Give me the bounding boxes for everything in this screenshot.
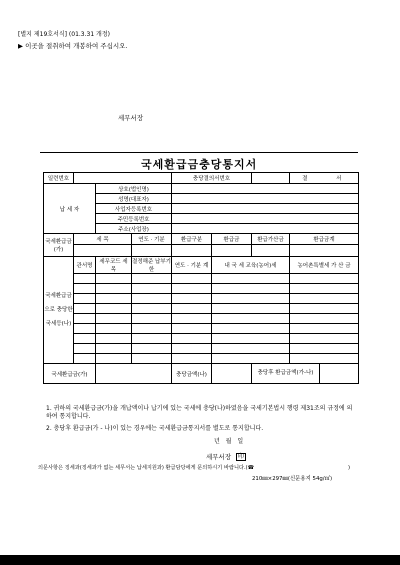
approp-cell[interactable] (212, 334, 290, 344)
approp-cell[interactable] (212, 294, 290, 304)
approp-col-1: 세무코드 세 목 (96, 257, 132, 274)
refund-value-3[interactable] (212, 245, 252, 257)
approp-cell[interactable] (132, 294, 172, 304)
approp-cell[interactable] (290, 334, 359, 344)
taxpayer-field-4: 주소(사업장) (96, 224, 172, 234)
taxpayer-field-0: 상호(법인명) (96, 184, 172, 194)
taxpayer-label: 납 세 자 (44, 184, 96, 234)
serial-value[interactable] (74, 173, 172, 184)
approp-cell[interactable] (96, 284, 132, 294)
approp-cell[interactable] (290, 284, 359, 294)
approp-col-0: 관서명 (74, 257, 96, 274)
document-title: 국세환급금충당통지서 (141, 158, 258, 171)
approp-cell[interactable] (290, 314, 359, 324)
approp-cell[interactable] (212, 274, 290, 284)
refund-col-5: 환급금계 (290, 234, 359, 245)
cut-instruction: ▶ 이곳을 절취하여 개봉하여 주십시오. (18, 42, 128, 50)
approp-cell[interactable] (290, 354, 359, 364)
approp-cell[interactable] (290, 294, 359, 304)
refund-form-table (43, 172, 359, 384)
footer-appropriation-value[interactable] (212, 364, 252, 384)
approp-cell[interactable] (74, 294, 96, 304)
refund-value-2[interactable] (172, 245, 212, 257)
approp-cell[interactable] (172, 294, 212, 304)
refund-value-4[interactable] (252, 245, 290, 257)
approp-cell[interactable] (74, 354, 96, 364)
approp-cell[interactable] (290, 324, 359, 334)
approp-cell[interactable] (74, 344, 96, 354)
paper-spec: 210㎜×297㎜(신문용지 54g/㎡) (252, 476, 333, 482)
footer-remaining-label: 충당후 환급금액(가-나) (252, 364, 320, 384)
approp-cell[interactable] (96, 344, 132, 354)
refund-label: 국세환급금 (가) (44, 234, 74, 257)
approp-cell[interactable] (132, 334, 172, 344)
approp-col-2: 결정해준 납부기한 (132, 257, 172, 274)
footer-refund-label: 국세환급금(가) (44, 364, 96, 384)
side-label-line-3: 국세등(나) (45, 321, 72, 328)
approp-cell[interactable] (132, 324, 172, 334)
approp-cell[interactable] (172, 304, 212, 314)
approp-cell[interactable] (290, 304, 359, 314)
side-label-line-1: 국세환급금 (45, 292, 72, 299)
approp-cell[interactable] (74, 314, 96, 324)
contact-note: 의문사항은 징세과(징세과가 없는 세무서는 납세지원과) 환급담당에게 문의하시기 바랍니다.(☎ (38, 465, 255, 471)
refund-value-0[interactable] (74, 245, 132, 257)
footer-refund-value[interactable] (96, 364, 172, 384)
approp-cell[interactable] (290, 344, 359, 354)
approp-cell[interactable] (172, 284, 212, 294)
taxpayer-field-2: 사업자등록번호 (96, 204, 172, 214)
approp-cell[interactable] (96, 304, 132, 314)
approp-col-3: 연도 · 기분 계 (172, 257, 212, 274)
approp-cell[interactable] (290, 274, 359, 284)
refund-col-0: 세 목 (74, 234, 132, 245)
approp-cell[interactable] (96, 354, 132, 364)
taxpayer-value-2[interactable] (172, 204, 359, 214)
note-1: 1. 귀하의 국세환급금(가)을 개납액이나 납기에 있는 국세에 충당(나)하였음을 국세기본법시 행령 제31조의 규정에 의하여 통지합니다. (46, 405, 353, 420)
approp-cell[interactable] (132, 274, 172, 284)
cut-line (40, 152, 358, 153)
note-2: 2. 충당후 환급금(가 - 나)이 있는 경우에는 국세환급금통지서를 별도로 통지합니다. (46, 425, 264, 432)
resolution-no-value[interactable] (252, 173, 290, 184)
office-name-top: 세무서장 (118, 114, 144, 122)
approp-cell[interactable] (212, 284, 290, 294)
footer-remaining-value[interactable] (320, 364, 359, 384)
date-line: 년 월 일 (214, 438, 244, 445)
approp-cell[interactable] (132, 314, 172, 324)
refund-col-4: 환급가산금 (252, 234, 290, 245)
approp-cell[interactable] (172, 324, 212, 334)
contact-note-end: ) (348, 465, 351, 471)
approp-cell[interactable] (74, 274, 96, 284)
approp-cell[interactable] (74, 284, 96, 294)
approp-cell[interactable] (74, 334, 96, 344)
approval-label-1: 결 (290, 173, 320, 184)
approp-cell[interactable] (172, 354, 212, 364)
refund-value-5[interactable] (290, 245, 359, 257)
approval-label-2: 서 (320, 173, 359, 184)
serial-label: 일련번호 (44, 173, 74, 184)
resolution-no-label: 충당결의서번호 (172, 173, 252, 184)
approp-cell[interactable] (132, 304, 172, 314)
approp-cell[interactable] (212, 324, 290, 334)
refund-col-3: 환급금 (212, 234, 252, 245)
approp-cell[interactable] (172, 314, 212, 324)
footer-appropriation-label: 충당금액(나) (172, 364, 212, 384)
approp-cell[interactable] (96, 314, 132, 324)
approp-cell[interactable] (132, 354, 172, 364)
refund-col-2: 환급구분 (172, 234, 212, 245)
approp-cell[interactable] (172, 344, 212, 354)
refund-col-1: 연도 · 기분 (132, 234, 172, 245)
taxpayer-value-4[interactable] (172, 224, 359, 234)
page-bottom-edge (0, 555, 400, 565)
taxpayer-value-0[interactable] (172, 184, 359, 194)
approp-cell[interactable] (132, 284, 172, 294)
approp-col-4: 내 국 세 교육(농어)세 (212, 257, 290, 274)
approp-cell[interactable] (74, 304, 96, 314)
approp-cell[interactable] (172, 334, 212, 344)
approp-col-5: 농어촌특별세 가 산 금 (290, 257, 359, 274)
taxpayer-field-1: 성명(대표자) (96, 194, 172, 204)
approp-cell[interactable] (96, 274, 132, 284)
seal-mark: 印 (238, 453, 245, 460)
approp-cell[interactable] (132, 344, 172, 354)
approp-cell[interactable] (212, 304, 290, 314)
approp-cell[interactable] (212, 354, 290, 364)
taxpayer-field-3: 주민등록번호 (96, 214, 172, 224)
side-label-line-2: 으로 충당한 (44, 306, 73, 313)
approp-cell[interactable] (96, 334, 132, 344)
taxpayer-value-1[interactable] (172, 194, 359, 204)
refund-value-1[interactable] (132, 245, 172, 257)
approp-cell[interactable] (96, 324, 132, 334)
taxpayer-value-3[interactable] (172, 214, 359, 224)
approp-cell[interactable] (212, 314, 290, 324)
approp-cell[interactable] (212, 344, 290, 354)
approp-cell[interactable] (172, 274, 212, 284)
approp-cell[interactable] (96, 294, 132, 304)
signature-office: 세무서장 (206, 453, 232, 461)
appropriation-side-label (44, 257, 74, 364)
form-number: [별지 제19호서식] (01.3.31 개정) (18, 31, 110, 38)
approp-cell[interactable] (74, 324, 96, 334)
